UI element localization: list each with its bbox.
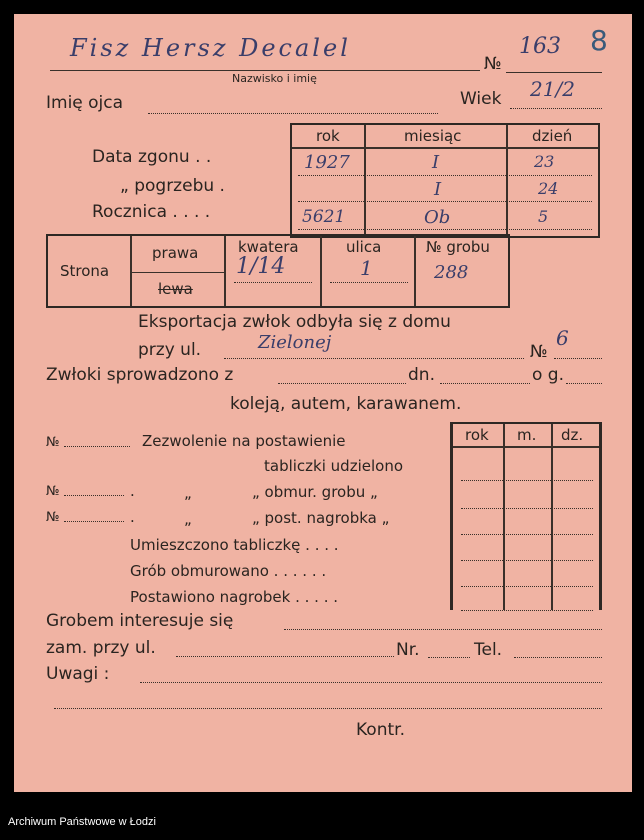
og-label: o g. [532, 365, 564, 385]
permit1-no: № [46, 435, 60, 450]
permit-date-table [450, 422, 602, 610]
permit1-line [64, 446, 130, 447]
pogrzeb-dzien: 24 [538, 179, 559, 198]
rocznica-rok: 5621 [302, 207, 346, 227]
grid-line [461, 480, 593, 481]
table-divider [453, 446, 599, 448]
permit3-line [64, 521, 124, 522]
col-dzien: dzień [532, 127, 573, 145]
uwagi-line [140, 682, 602, 683]
name-caption: Nazwisko i imię [232, 72, 317, 85]
ulica-value: 1 [360, 256, 373, 280]
table-divider [551, 424, 553, 610]
table-divider [364, 125, 366, 236]
location-table [46, 234, 510, 308]
status-obmurowano: Grób obmurowano . . . . . . [130, 562, 327, 580]
grid-line [461, 560, 593, 561]
name-underline [50, 70, 480, 71]
table-divider [130, 236, 132, 306]
number-handwritten: 163 [519, 34, 561, 59]
grid-line [461, 508, 593, 509]
age-label: Wiek [460, 89, 502, 109]
table-divider [224, 236, 226, 306]
transport-label: koleją, autem, karawanem. [230, 394, 462, 414]
dn-label: dn. [408, 365, 435, 385]
grobem-line [284, 629, 602, 630]
permit3-dot: . [130, 508, 135, 526]
col-rok: rok [465, 426, 489, 444]
table-divider [320, 236, 322, 306]
table-divider [503, 424, 505, 610]
father-line [148, 113, 438, 114]
age-line [510, 108, 602, 109]
permit3-text: „ post. nagrobka „ [252, 509, 390, 527]
grid-line [461, 610, 593, 611]
export-no-label: № [530, 342, 548, 362]
ulica-label: ulica [346, 238, 382, 256]
row-line [298, 175, 592, 176]
archive-label: Archiwum Państwowe w Łodzi [8, 816, 156, 828]
export-line1: Eksportacja zwłok odbyła się z domu [138, 312, 451, 332]
corner-number: 8 [590, 24, 608, 57]
cell-line [330, 282, 408, 283]
nr-label: Nr. [396, 640, 420, 660]
kwatera-value: 1/14 [236, 254, 286, 279]
table-divider [130, 272, 224, 273]
permit1-text-a: Zezwolenie na postawienie [142, 432, 346, 450]
row-rocznica-label: Rocznica . . . . [92, 202, 211, 222]
father-label: Imię ojca [46, 93, 124, 113]
tel-label: Tel. [474, 640, 503, 660]
age-handwritten: 21/2 [530, 77, 575, 101]
og-line [566, 383, 602, 384]
zam-line [176, 656, 394, 657]
permit1-text-b: tabliczki udzielono [264, 457, 403, 475]
kwatera-label: kwatera [238, 238, 299, 256]
permit3-no: № [46, 510, 60, 525]
export-no-handwritten: 6 [556, 326, 569, 350]
zgon-rok: 1927 [304, 152, 350, 173]
archive-footer [0, 796, 644, 840]
col-miesiac: miesiąc [404, 127, 462, 145]
zgon-dzien: 23 [534, 152, 555, 171]
permit2-text: „ obmur. grobu „ [252, 483, 378, 501]
permit2-ditto: „ [184, 484, 192, 502]
grid-line [461, 534, 593, 535]
rocznica-dzien: 5 [538, 207, 549, 226]
lewa-label: lewa [158, 280, 193, 298]
name-handwritten: Fisz Hersz Decalel [70, 34, 351, 62]
grid-line [461, 586, 593, 587]
rocznica-miesiac: Ob [424, 207, 451, 228]
row-line [298, 201, 592, 202]
dn-line [440, 383, 530, 384]
permit3-ditto: „ [184, 510, 192, 528]
table-divider [506, 125, 508, 236]
uwagi-label: Uwagi : [46, 664, 110, 684]
status-tabliczka: Umieszczono tabliczkę . . . . [130, 536, 339, 554]
death-date-table [290, 123, 600, 238]
col-dz: dz. [561, 426, 584, 444]
zwloki-line [278, 383, 406, 384]
table-divider [414, 236, 416, 306]
number-underline [506, 72, 602, 73]
permit2-no: № [46, 484, 60, 499]
registry-card [14, 14, 632, 792]
prawa-label: prawa [152, 244, 199, 262]
grobem-label: Grobem interesuje się [46, 611, 234, 631]
grob-value: 288 [434, 262, 469, 283]
tel-line [514, 657, 602, 658]
grob-label: № grobu [426, 238, 490, 256]
col-m: m. [517, 426, 537, 444]
kontr-label: Kontr. [356, 720, 405, 740]
number-label: № [484, 54, 502, 74]
row-pogrzeb-label: „ pogrzebu . [120, 176, 225, 196]
col-rok: rok [316, 127, 340, 145]
zgon-miesiac: I [432, 152, 440, 173]
pogrzeb-miesiac: I [434, 179, 442, 200]
row-line [298, 229, 592, 230]
nr-line [428, 657, 470, 658]
permit2-line [64, 495, 124, 496]
permit2-dot: . [130, 482, 135, 500]
cell-line [234, 282, 312, 283]
row-zgon-label: Data zgonu . . [92, 147, 212, 167]
street-handwritten: Zielonej [258, 332, 332, 353]
uwagi-line-2 [54, 708, 602, 709]
export-no-line [554, 358, 602, 359]
export-przy-ul: przy ul. [138, 340, 202, 360]
strona-label: Strona [60, 262, 110, 280]
zam-label: zam. przy ul. [46, 638, 156, 658]
zwloki-label: Zwłoki sprowadzono z [46, 365, 234, 385]
status-nagrobek: Postawiono nagrobek . . . . . [130, 588, 338, 606]
street-line [224, 358, 524, 359]
table-divider [292, 147, 598, 149]
